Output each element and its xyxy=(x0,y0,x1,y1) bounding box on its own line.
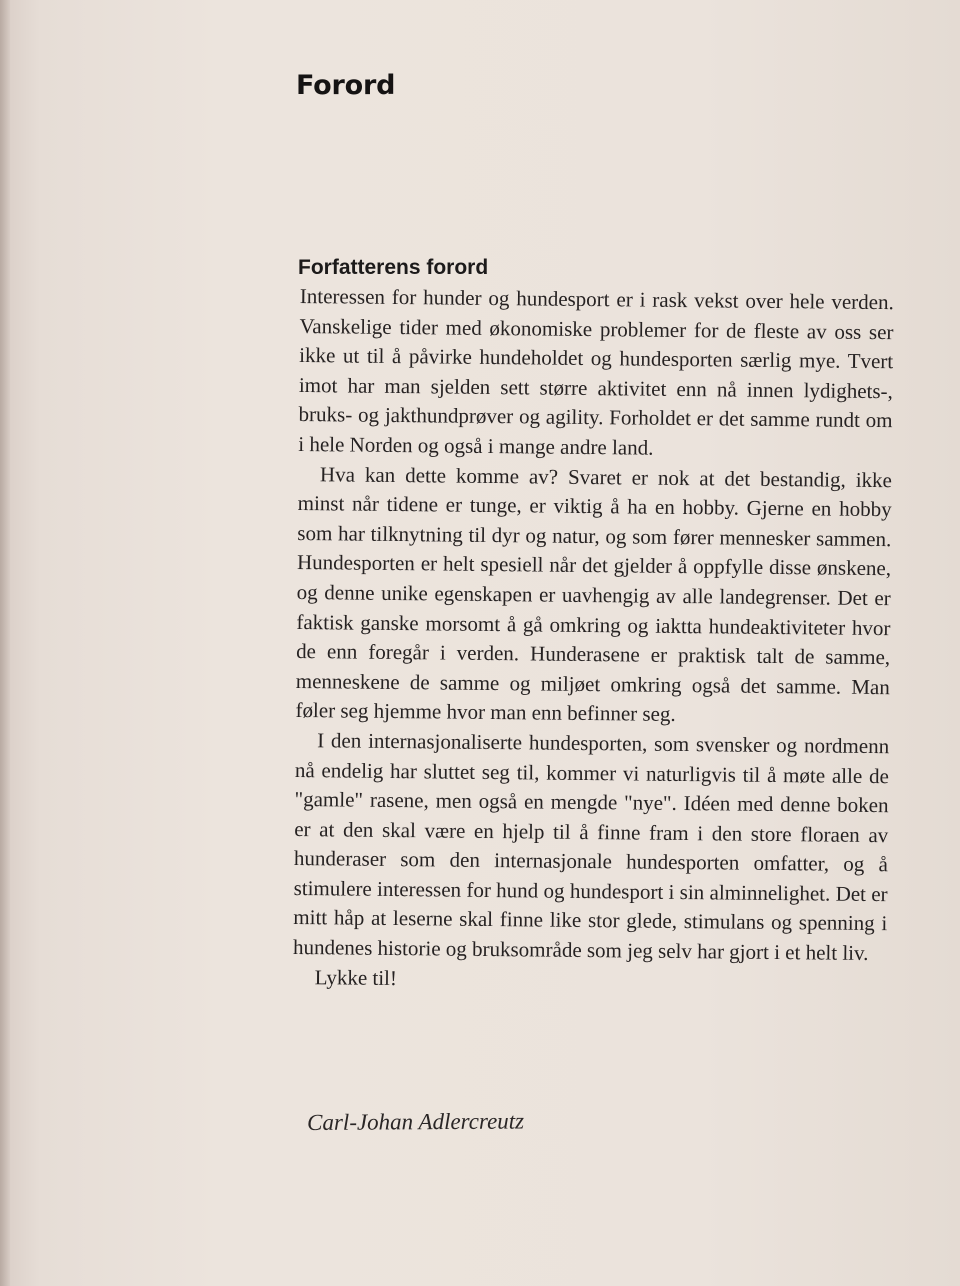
paragraph: I den internasjonaliserte hundesporten, som svensker og nordmenn nå endelig har sluttet seg til, kommer vi naturligvis til å møte alle de "gamle" rasene, men også en mengde "nye". Idéen med denne boken er at den skal være en hjelp til å finne fram i den store floraen av hunderaser som den internasjonale hundesporten omfatter, og å stimulere interessen for hund og hundesport i sin alminnelighet. Det er mitt håp at leserne skal finne like stor glede, stimulans og spenning i hundenes historie og bruksområde som jeg selv har gjort i et helt liv. xyxy=(292,728,890,966)
chapter-title: Forord xyxy=(296,70,396,101)
closing-line: Lykke til! xyxy=(314,964,398,990)
page-edge xyxy=(0,0,10,1286)
author-signature: Carl-Johan Adlercreutz xyxy=(307,1108,525,1135)
paragraph: Hva kan dette komme av? Svaret er nok at det bestandig, ikke minst når tidene er tunge, er viktig å ha en hobby. Gjerne en hobby som har tilknytning til dyr og natur, og som fører mennesker sammen. Hundesporten er helt spesiell når det gjelder å oppfylle disse ønskene, og denne unike egenskapen er uavhengig av alle landegrenser. Det er faktisk ganske morsomt å gå omkring og iaktta hundeaktiviteter hvor de enn foregår i verden. Hunderasene er praktisk talt de samme, menneskene de samme og miljøet omkring også det samme. Man føler seg hjemme hvor man enn befinner seg. xyxy=(295,461,893,727)
preface-body xyxy=(293,282,894,998)
paragraph: Interessen for hunder og hundesport er i rask vekst over hele verden. Vanskelige tider med økonomiske problemer for de fleste av oss ser ikke ut til å påvirke hundeholdet og hundesporten særlig mye. Tvert imot har man sjelden sett større aktivitet enn nå innen lydighets-, bruks- og jakthundprøver og agility. Forholdet er det samme rundt om i hele Norden og også i mange andre land. xyxy=(298,283,894,460)
section-heading: Forfatterens forord xyxy=(298,256,489,279)
